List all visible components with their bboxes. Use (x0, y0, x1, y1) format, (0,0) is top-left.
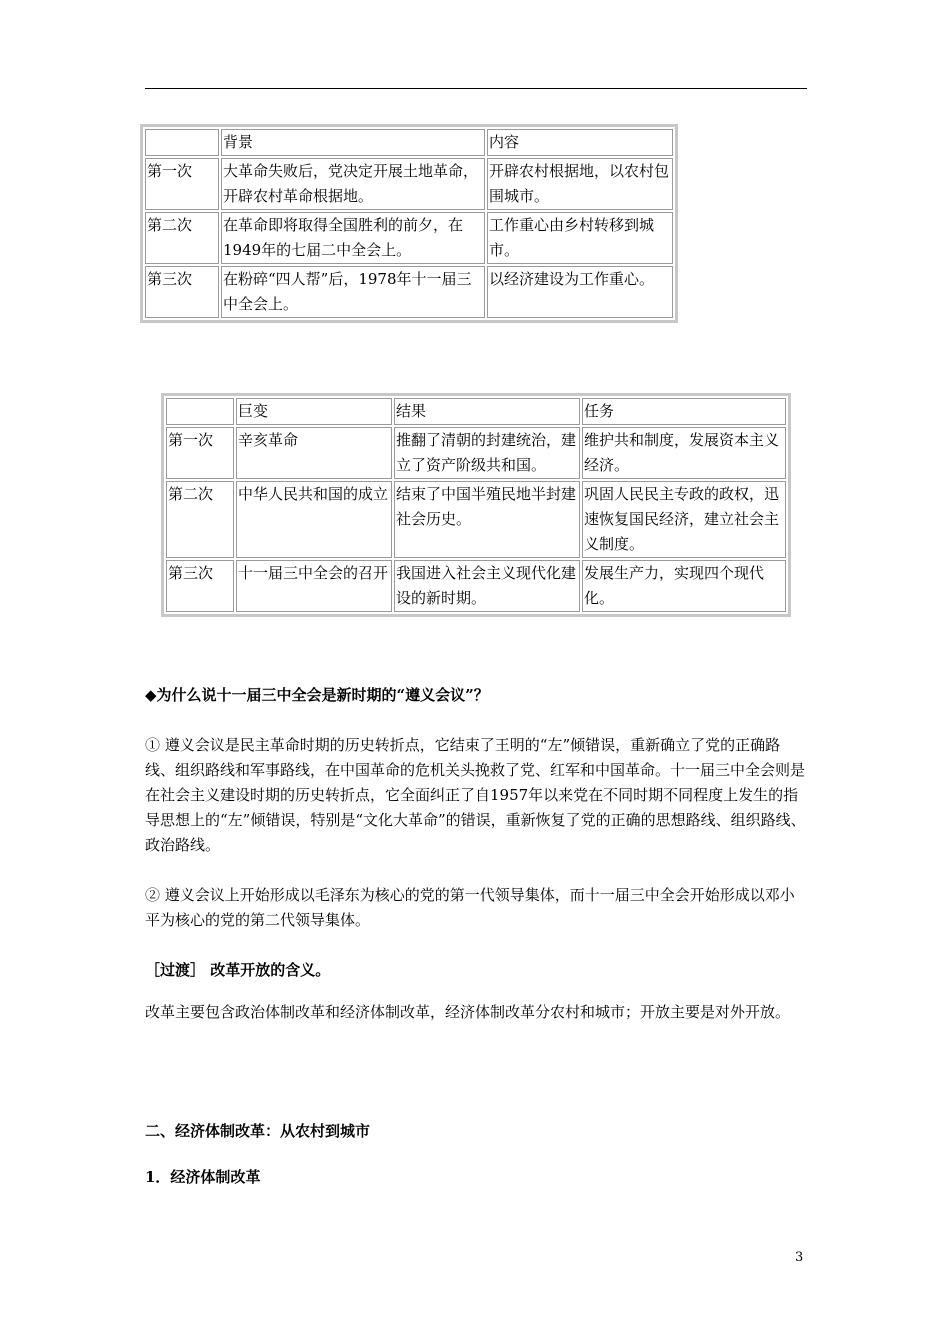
table-row (166, 481, 786, 558)
table-header-cell (166, 398, 234, 425)
table-header-cell: 结果 (394, 398, 580, 425)
table-header-row (166, 398, 786, 425)
table-cell: 维护共和制度，发展资本主义经济。 (582, 427, 786, 479)
table-cell: 大革命失败后，党决定开展土地革命，开辟农村革命根据地。 (221, 158, 485, 210)
table-row (145, 266, 673, 318)
table-cell: 以经济建设为工作重心。 (487, 266, 673, 318)
table-cell: 第二次 (166, 481, 234, 558)
table-cell: 发展生产力，实现四个现代化。 (582, 560, 786, 612)
table-cell: 推翻了清朝的封建统治，建立了资产阶级共和国。 (394, 427, 580, 479)
turning-points-table (140, 124, 678, 323)
table-header-cell: 内容 (487, 129, 673, 156)
table-cell: 工作重心由乡村转移到城市。 (487, 212, 673, 264)
reform-paragraph: 改革主要包含政治体制改革和经济体制改革，经济体制改革分农村和城市；开放主要是对外开放。 (145, 1003, 791, 1021)
table-cell: 第二次 (145, 212, 219, 264)
table-header-cell: 背景 (221, 129, 485, 156)
table-header-cell: 巨变 (236, 398, 392, 425)
table-row (166, 560, 786, 612)
section-title: 二、经济体制改革：从农村到城市 (145, 1122, 371, 1140)
table-cell: 第三次 (166, 560, 234, 612)
table-cell: 在粉碎“四人帮”后，1978年十一届三中全会上。 (221, 266, 485, 318)
table-cell: 我国进入社会主义现代化建设的新时期。 (394, 560, 580, 612)
answer-paragraph-1: ① 遵义会议是民主革命时期的历史转折点，它结束了王明的“左”倾错误，重新确立了党的正确路线、组织路线和军事路线，在中国革命的危机关头挽救了党、红军和中国革命。十一届三中全会则是在社会主义建设时期的历史转折点，它全面纠正了自1957年以来党在不同时期不同程度上发生的指导思想上的“左”倾错误，特别是“文化大革命”的错误，重新恢复了党的正确的思想路线、组织路线、政治路线。 (145, 736, 806, 854)
table-cell: 结束了中国半殖民地半封建社会历史。 (394, 481, 580, 558)
table-header-row (145, 129, 673, 156)
great-changes-table (161, 393, 791, 617)
table-cell: 巩固人民民主专政的政权，迅速恢复国民经济，建立社会主义制度。 (582, 481, 786, 558)
header-rule (145, 88, 807, 89)
table-cell: 在革命即将取得全国胜利的前夕，在1949年的七届二中全会上。 (221, 212, 485, 264)
table-cell: 开辟农村根据地，以农村包围城市。 (487, 158, 673, 210)
table-cell: 第一次 (145, 158, 219, 210)
table-cell: 十一届三中全会的召开 (236, 560, 392, 612)
table-header-cell: 任务 (582, 398, 786, 425)
table-cell: 第一次 (166, 427, 234, 479)
transition-heading: ［过渡］ 改革开放的含义。 (145, 961, 331, 979)
table-row (145, 212, 673, 264)
page-number: 3 (795, 1250, 804, 1265)
subsection-title: 1．经济体制改革 (145, 1168, 261, 1186)
question-heading: ◆为什么说十一届三中全会是新时期的“遵义会议”？ (145, 686, 489, 704)
table-row (145, 158, 673, 210)
table-cell: 中华人民共和国的成立 (236, 481, 392, 558)
table-row (166, 427, 786, 479)
table-cell: 第三次 (145, 266, 219, 318)
table-cell: 辛亥革命 (236, 427, 392, 479)
answer-paragraph-2: ② 遵义会议上开始形成以毛泽东为核心的党的第一代领导集体，而十一届三中全会开始形成以邓小平为核心的党的第二代领导集体。 (145, 886, 795, 929)
table-header-cell (145, 129, 219, 156)
